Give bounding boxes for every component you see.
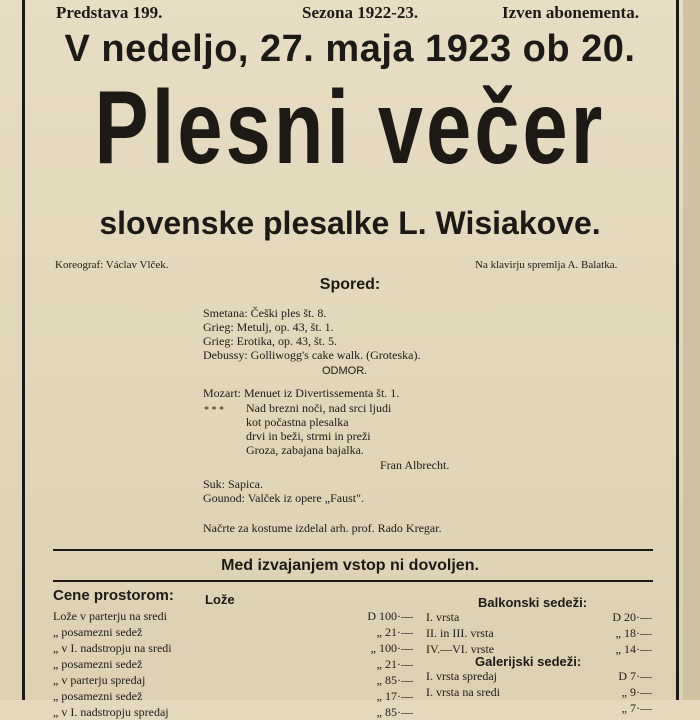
price-label: IV.—VI. vrste	[426, 642, 495, 656]
price-value: „ 7·—	[621, 701, 652, 715]
gallery-price-list	[426, 668, 652, 716]
event-subtitle: slovenske plesalke L. Wisiakove.	[99, 205, 601, 241]
price-label: I. vrsta spredaj	[426, 669, 497, 683]
price-label: II. in III. vrsta	[426, 626, 494, 640]
price-row	[426, 609, 652, 625]
price-row	[53, 608, 413, 624]
price-row	[53, 704, 413, 720]
poem-line: kot počastna plesalka	[246, 415, 349, 429]
gallery-heading: Galerijski sedeži:	[475, 654, 582, 669]
program-item: Grieg: Metulj, op. 43, št. 1.	[203, 320, 334, 334]
price-value: „ 17·—	[376, 689, 413, 703]
price-value: D 20·—	[612, 610, 652, 624]
event-title: Plesni večer	[94, 70, 606, 186]
left-border-line	[22, 0, 25, 700]
price-label: „ v I. nadstropju spredaj	[53, 705, 169, 719]
price-row	[426, 684, 652, 700]
prices-heading: Cene prostorom:	[53, 587, 174, 604]
divider-bottom	[53, 580, 653, 582]
program-item: Gounod: Valček iz opere „Faust".	[203, 491, 364, 505]
price-label: I. vrsta	[426, 610, 460, 624]
balcony-heading: Balkonski sedeži:	[478, 595, 588, 610]
price-value: „ 14·—	[615, 642, 652, 656]
poem	[246, 401, 391, 457]
price-value: „ 21·—	[376, 657, 413, 671]
price-value: „ 100·—	[370, 641, 413, 655]
program-item: Smetana: Češki ples št. 8.	[203, 306, 327, 320]
boxes-heading: Lože	[205, 592, 235, 607]
choreographer-credit: Koreograf: Václav Vlček.	[55, 259, 169, 271]
poem-author: Fran Albrecht.	[380, 458, 450, 472]
right-border-line	[676, 0, 679, 700]
piano-credit: Na klavirju spremlja A. Balatka.	[475, 259, 618, 271]
price-row	[426, 625, 652, 641]
price-value: „ 9·—	[621, 685, 652, 699]
program-item: Suk: Sapica.	[203, 477, 263, 491]
program-heading: Spored:	[319, 276, 381, 293]
price-row	[53, 624, 413, 640]
page-edge	[683, 0, 700, 700]
price-value: „ 21·—	[376, 625, 413, 639]
price-label: Lože v parterju na sredi	[53, 609, 167, 623]
entry-notice: Med izvajanjem vstop ni dovoljen.	[221, 557, 479, 574]
subscription-label: Izven abonementa.	[502, 3, 639, 22]
box-price-list	[53, 608, 413, 720]
price-row	[53, 656, 413, 672]
program-item: Debussy: Golliwogg's cake walk. (Groteska).	[203, 348, 421, 362]
price-row	[53, 672, 413, 688]
poem-line: Nad brezni noči, nad srci ljudi	[246, 401, 392, 415]
price-label: „ posamezni sedež	[53, 625, 143, 639]
price-row	[53, 640, 413, 656]
divider-top	[53, 549, 653, 551]
price-label: „ posamezni sedež	[53, 689, 143, 703]
performance-number: Predstava 199.	[56, 3, 163, 22]
price-value: D 100·—	[367, 609, 413, 623]
price-value: „ 18·—	[615, 626, 652, 640]
season-label: Sezona 1922-23.	[302, 3, 419, 22]
price-row	[53, 688, 413, 704]
costume-credit: Načrte za kostume izdelal arh. prof. Rado Kregar.	[203, 521, 442, 535]
price-label: „ posamezni sedež	[53, 657, 143, 671]
balcony-price-list	[426, 609, 652, 657]
price-row	[426, 700, 652, 716]
program-item: Mozart: Menuet iz Divertissementa št. 1.	[203, 386, 400, 400]
price-label: I. vrsta na sredi	[426, 685, 500, 699]
program-part1	[203, 306, 420, 362]
intermission-label: ODMOR.	[322, 365, 368, 377]
price-row	[426, 668, 652, 684]
program-part2	[203, 477, 364, 505]
price-label: „ v I. nadstropju na sredi	[53, 641, 172, 655]
price-value: „ 85·—	[376, 705, 413, 719]
asterisks: * * *	[204, 405, 224, 416]
price-label: „ v parterju spredaj	[53, 673, 146, 687]
poem-line: Groza, zabajana bajalka.	[246, 443, 364, 457]
program-item: Grieg: Erotika, op. 43, št. 5.	[203, 334, 337, 348]
price-value: D 7·—	[618, 669, 652, 683]
poem-line: drvi in beži, strmi in preži	[246, 429, 371, 443]
event-date: V nedeljo, 27. maja 1923 ob 20.	[64, 28, 636, 70]
price-value: „ 85·—	[376, 673, 413, 687]
